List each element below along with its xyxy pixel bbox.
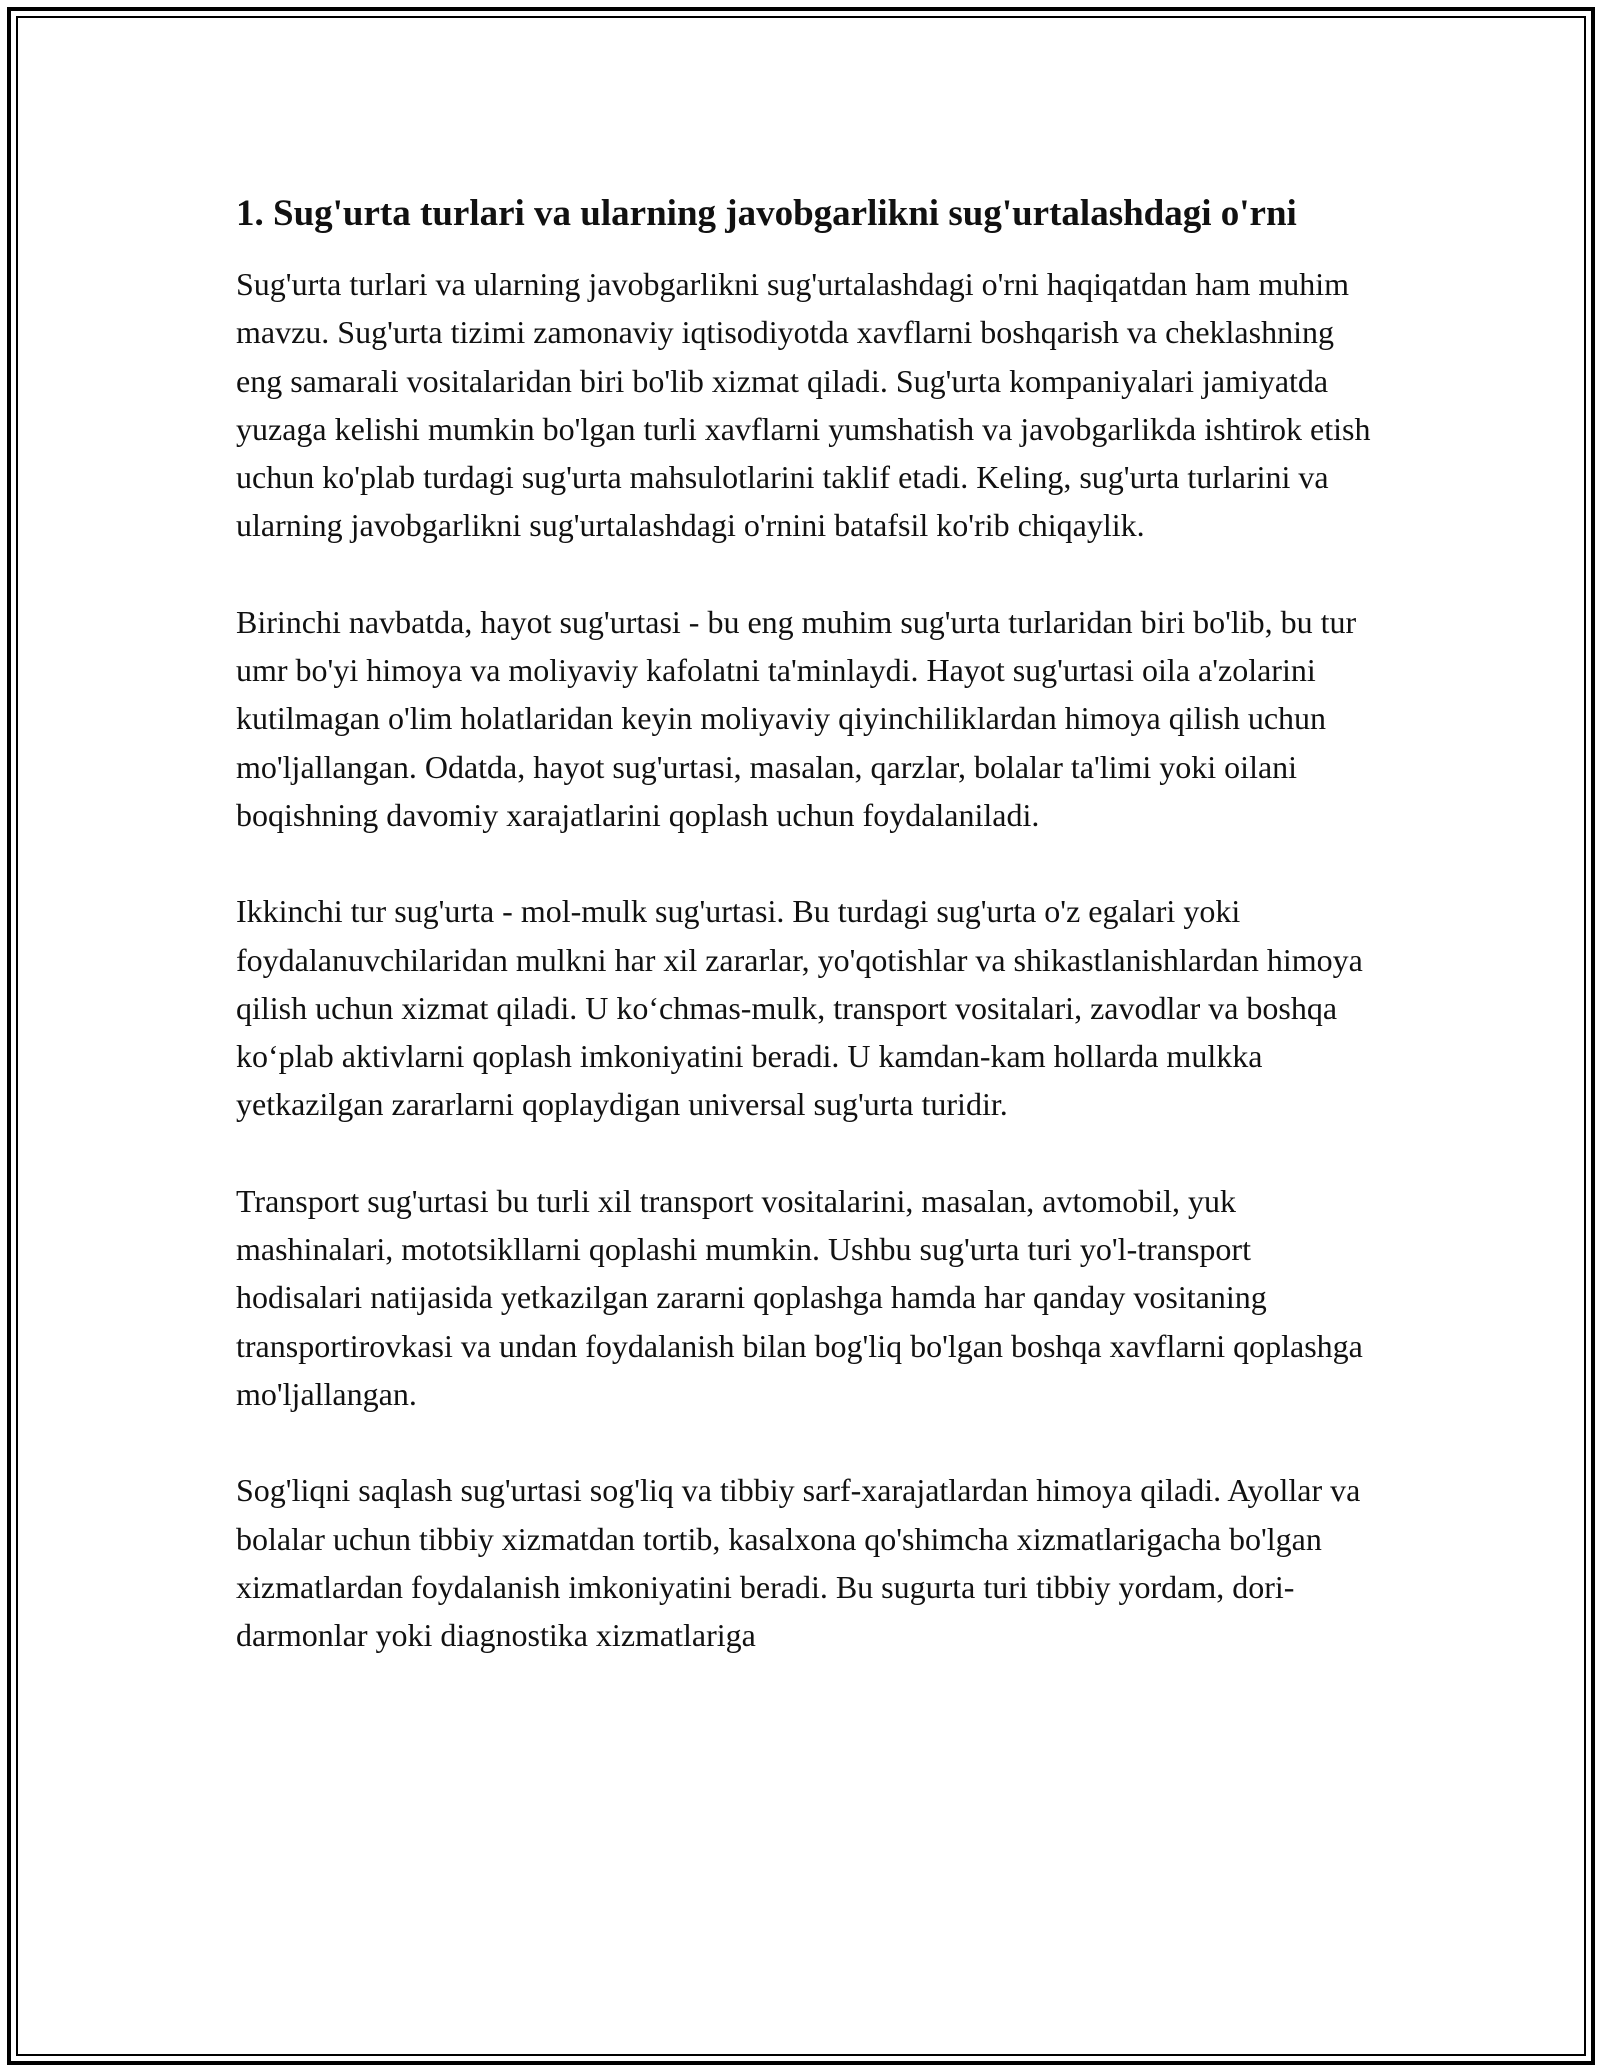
document-body xyxy=(236,186,1376,1707)
section-heading: 1. Sug'urta turlari va ularning javobgarlikni sug'urtalashdagi o'rni xyxy=(236,193,1297,234)
paragraph-transport-insurance: Transport sug'urtasi bu turli xil transport vositalarini, masalan, avtomobil, yuk mashinalari, mototsikllarni qoplashi mumkin. Ushbu sug'urta turi yo'l-transport hodisalari natijasida yetkazilgan zararni qoplashga hamda har qanday vositaning transportirovkasi va undan foydalanish bilan bog'liq bo'lgan boshqa xavflarni qoplashga mo'ljallangan. xyxy=(236,1182,1363,1412)
paragraph-life-insurance: Birinchi navbatda, hayot sug'urtasi - bu eng muhim sug'urta turlaridan biri bo'lib, bu tur umr bo'yi himoya va moliyaviy kafolatni ta'minlaydi. Hayot sug'urtasi oila a'zolarini kutilmagan o'lim holatlaridan keyin moliyaviy qiyinchiliklardan himoya qilish uchun mo'ljallangan. Odatda, hayot sug'urtasi, masalan, qarzlar, bolalar ta'limi yoki oilani boqishning davomiy xarajatlarini qoplash uchun foydalaniladi. xyxy=(236,603,1357,833)
paragraph-property-insurance: Ikkinchi tur sug'urta - mol-mulk sug'urtasi. Bu turdagi sug'urta o'z egalari yoki foydalanuvchilaridan mulkni har xil zararlar, yo'qotishlar va shikastlanishlardan himoya qilish uchun xizmat qiladi. U ko‘chmas-mulk, transport vositalari, zavodlar va boshqa ko‘plab aktivlarni qoplash imkoniyatini beradi. U kamdan-kam hollarda mulkka yetkazilgan zararlarni qoplaydigan universal sug'urta turidir. xyxy=(236,893,1363,1123)
paragraph-intro: Sug'urta turlari va ularning javobgarlikni sug'urtalashdagi o'rni haqiqatdan ham muhim mavzu. Sug'urta tizimi zamonaviy iqtisodiyotda xavflarni boshqarish va cheklashning eng samarali vositalaridan biri bo'lib xizmat qiladi. Sug'urta kompaniyalari jamiyatda yuzaga kelishi mumkin bo'lgan turli xavflarni yumshatish va javobgarlikda ishtirok etish uchun ko'plab turdagi sug'urta mahsulotlarini taklif etadi. Keling, sug'urta turlarini va ularning javobgarlikni sug'urtalashdagi o'rnini batafsil ko'rib chiqaylik. xyxy=(236,266,1371,544)
paragraph-health-insurance: Sog'liqni saqlash sug'urtasi sog'liq va tibbiy sarf-xarajatlardan himoya qiladi. Ayollar va bolalar uchun tibbiy xizmatdan tortib, kasalxona qo'shimcha xizmatlarigacha bo'lgan xizmatlardan foydalanish imkoniyatini beradi. Bu sugurta turi tibbiy yordam, dori-darmonlar yoki diagnostika xizmatlariga xyxy=(236,1472,1361,1654)
